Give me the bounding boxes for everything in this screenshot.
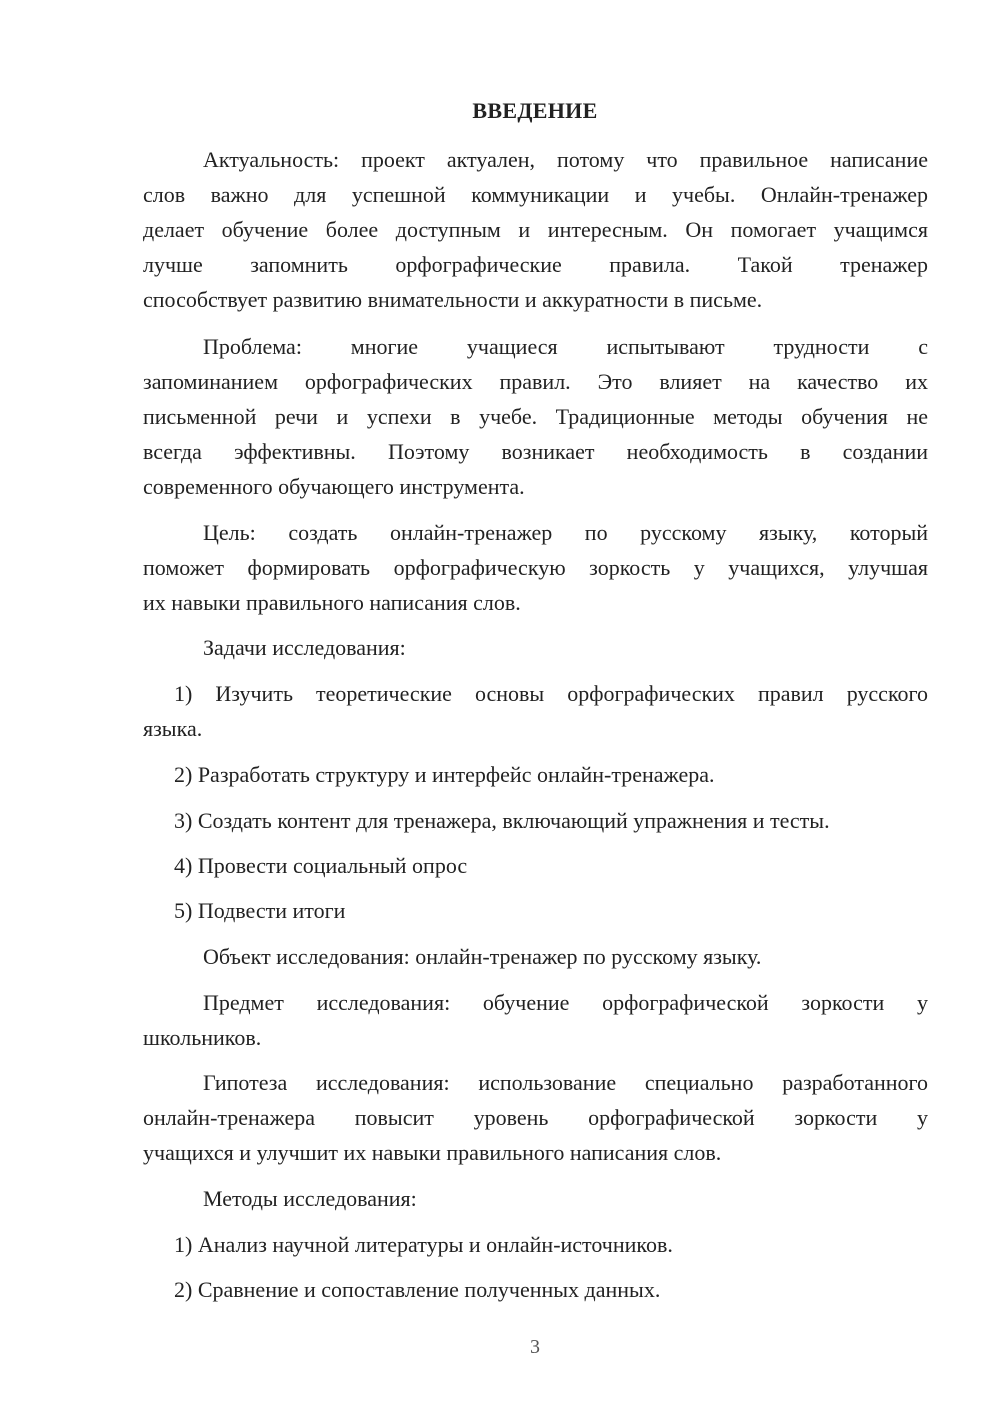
problem-line-1: Проблема: многие учащиеся испытывают трудности с — [203, 334, 928, 359]
relevance-line-3: делает обучение более доступным и интересным. Он помогает учащимся — [143, 217, 928, 242]
hypothesis-line-2: онлайн-тренажера повысит уровень орфографической зоркости у — [143, 1105, 928, 1130]
section-title: ВВЕДЕНИЕ — [472, 98, 598, 123]
hypothesis-line-1: Гипотеза исследования: использование специально разработанного — [203, 1070, 928, 1095]
task-item-4: 4) Провести социальный опрос — [174, 853, 468, 878]
goal-line-2: поможет формировать орфографическую зоркость у учащихся, улучшая — [143, 555, 928, 580]
subject-line-2: школьников. — [143, 1025, 262, 1050]
subject-line-1: Предмет исследования: обучение орфографической зоркости у — [203, 990, 928, 1015]
method-item-1: 1) Анализ научной литературы и онлайн-источников. — [174, 1232, 673, 1257]
page-number: 3 — [530, 1336, 540, 1358]
task-item-5: 5) Подвести итоги — [174, 898, 346, 923]
relevance-line-1: Актуальность: проект актуален, потому что правильное написание — [203, 147, 928, 172]
relevance-line-2: слов важно для успешной коммуникации и учебы. Онлайн-тренажер — [143, 182, 928, 207]
relevance-line-4: лучше запомнить орфографические правила. Такой тренажер — [143, 252, 928, 277]
problem-line-4: всегда эффективны. Поэтому возникает необходимость в создании — [143, 439, 928, 464]
goal-line-3: их навыки правильного написания слов. — [143, 590, 521, 615]
goal-line-1: Цель: создать онлайн-тренажер по русскому языку, который — [203, 520, 928, 545]
tasks-heading: Задачи исследования: — [203, 635, 406, 660]
problem-line-2: запоминанием орфографических правил. Это влияет на качество их — [143, 369, 928, 394]
task-item-2: 2) Разработать структуру и интерфейс онлайн-тренажера. — [174, 762, 715, 787]
task-item-1-line-1: 1) Изучить теоретические основы орфографических правил русского — [174, 681, 928, 706]
problem-line-3: письменной речи и успехи в учебе. Традиционные методы обучения не — [143, 404, 928, 429]
research-object: Объект исследования: онлайн-тренажер по русскому языку. — [203, 944, 762, 969]
hypothesis-line-3: учащихся и улучшит их навыки правильного написания слов. — [143, 1140, 722, 1165]
relevance-line-5: способствует развитию внимательности и аккуратности в письме. — [143, 287, 763, 312]
task-item-1-line-2: языка. — [143, 716, 203, 741]
problem-line-5: современного обучающего инструмента. — [143, 474, 525, 499]
method-item-2: 2) Сравнение и сопоставление полученных данных. — [174, 1277, 661, 1302]
methods-heading: Методы исследования: — [203, 1186, 417, 1211]
task-item-3: 3) Создать контент для тренажера, включающий упражнения и тесты. — [174, 808, 830, 833]
